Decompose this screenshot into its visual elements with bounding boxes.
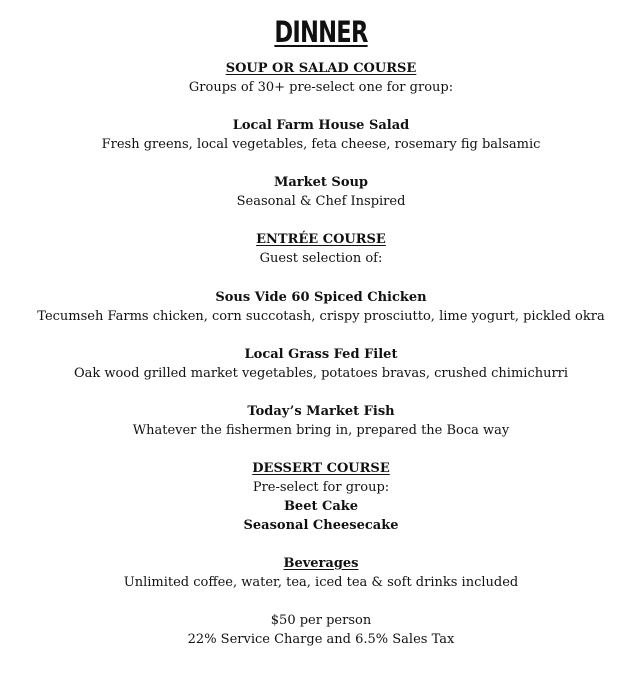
soup-salad-note: Groups of 30+ pre-select one for group: bbox=[188, 80, 454, 95]
dessert-heading: DESSERT COURSE bbox=[252, 461, 390, 476]
price-per-person: $50 per person bbox=[270, 613, 372, 628]
menu-item-description: Tecumseh Farms chicken, corn succotash, crispy prosciutto, lime yogurt, pickled okra bbox=[37, 309, 605, 324]
menu-item-name: Today’s Market Fish bbox=[247, 404, 395, 419]
menu-item-description: Oak wood grilled market vegetables, potatoes bravas, crushed chimichurri bbox=[73, 366, 569, 381]
page-title: DINNER bbox=[274, 15, 368, 49]
menu-item-description: Whatever the fishermen bring in, prepared the Boca way bbox=[132, 423, 510, 438]
dessert-note: Pre-select for group: bbox=[252, 480, 390, 495]
beverages-heading: Beverages bbox=[283, 556, 359, 571]
entree-heading: ENTRÉE COURSE bbox=[256, 232, 386, 247]
entree-note: Guest selection of: bbox=[259, 251, 383, 266]
soup-salad-heading: SOUP OR SALAD COURSE bbox=[225, 61, 417, 76]
dessert-item: Seasonal Cheesecake bbox=[243, 518, 399, 533]
dessert-item: Beet Cake bbox=[283, 499, 359, 514]
menu-item-name: Sous Vide 60 Spiced Chicken bbox=[215, 290, 427, 305]
menu-item-description: Seasonal & Chef Inspired bbox=[236, 194, 406, 209]
service-charge-tax: 22% Service Charge and 6.5% Sales Tax bbox=[187, 632, 455, 647]
menu-item-name: Market Soup bbox=[273, 175, 369, 190]
menu-item-description: Fresh greens, local vegetables, feta cheese, rosemary fig balsamic bbox=[101, 137, 541, 152]
beverages-description: Unlimited coffee, water, tea, iced tea & soft drinks included bbox=[123, 575, 519, 590]
menu-item-name: Local Grass Fed Filet bbox=[244, 347, 398, 362]
menu-item-name: Local Farm House Salad bbox=[232, 118, 410, 133]
